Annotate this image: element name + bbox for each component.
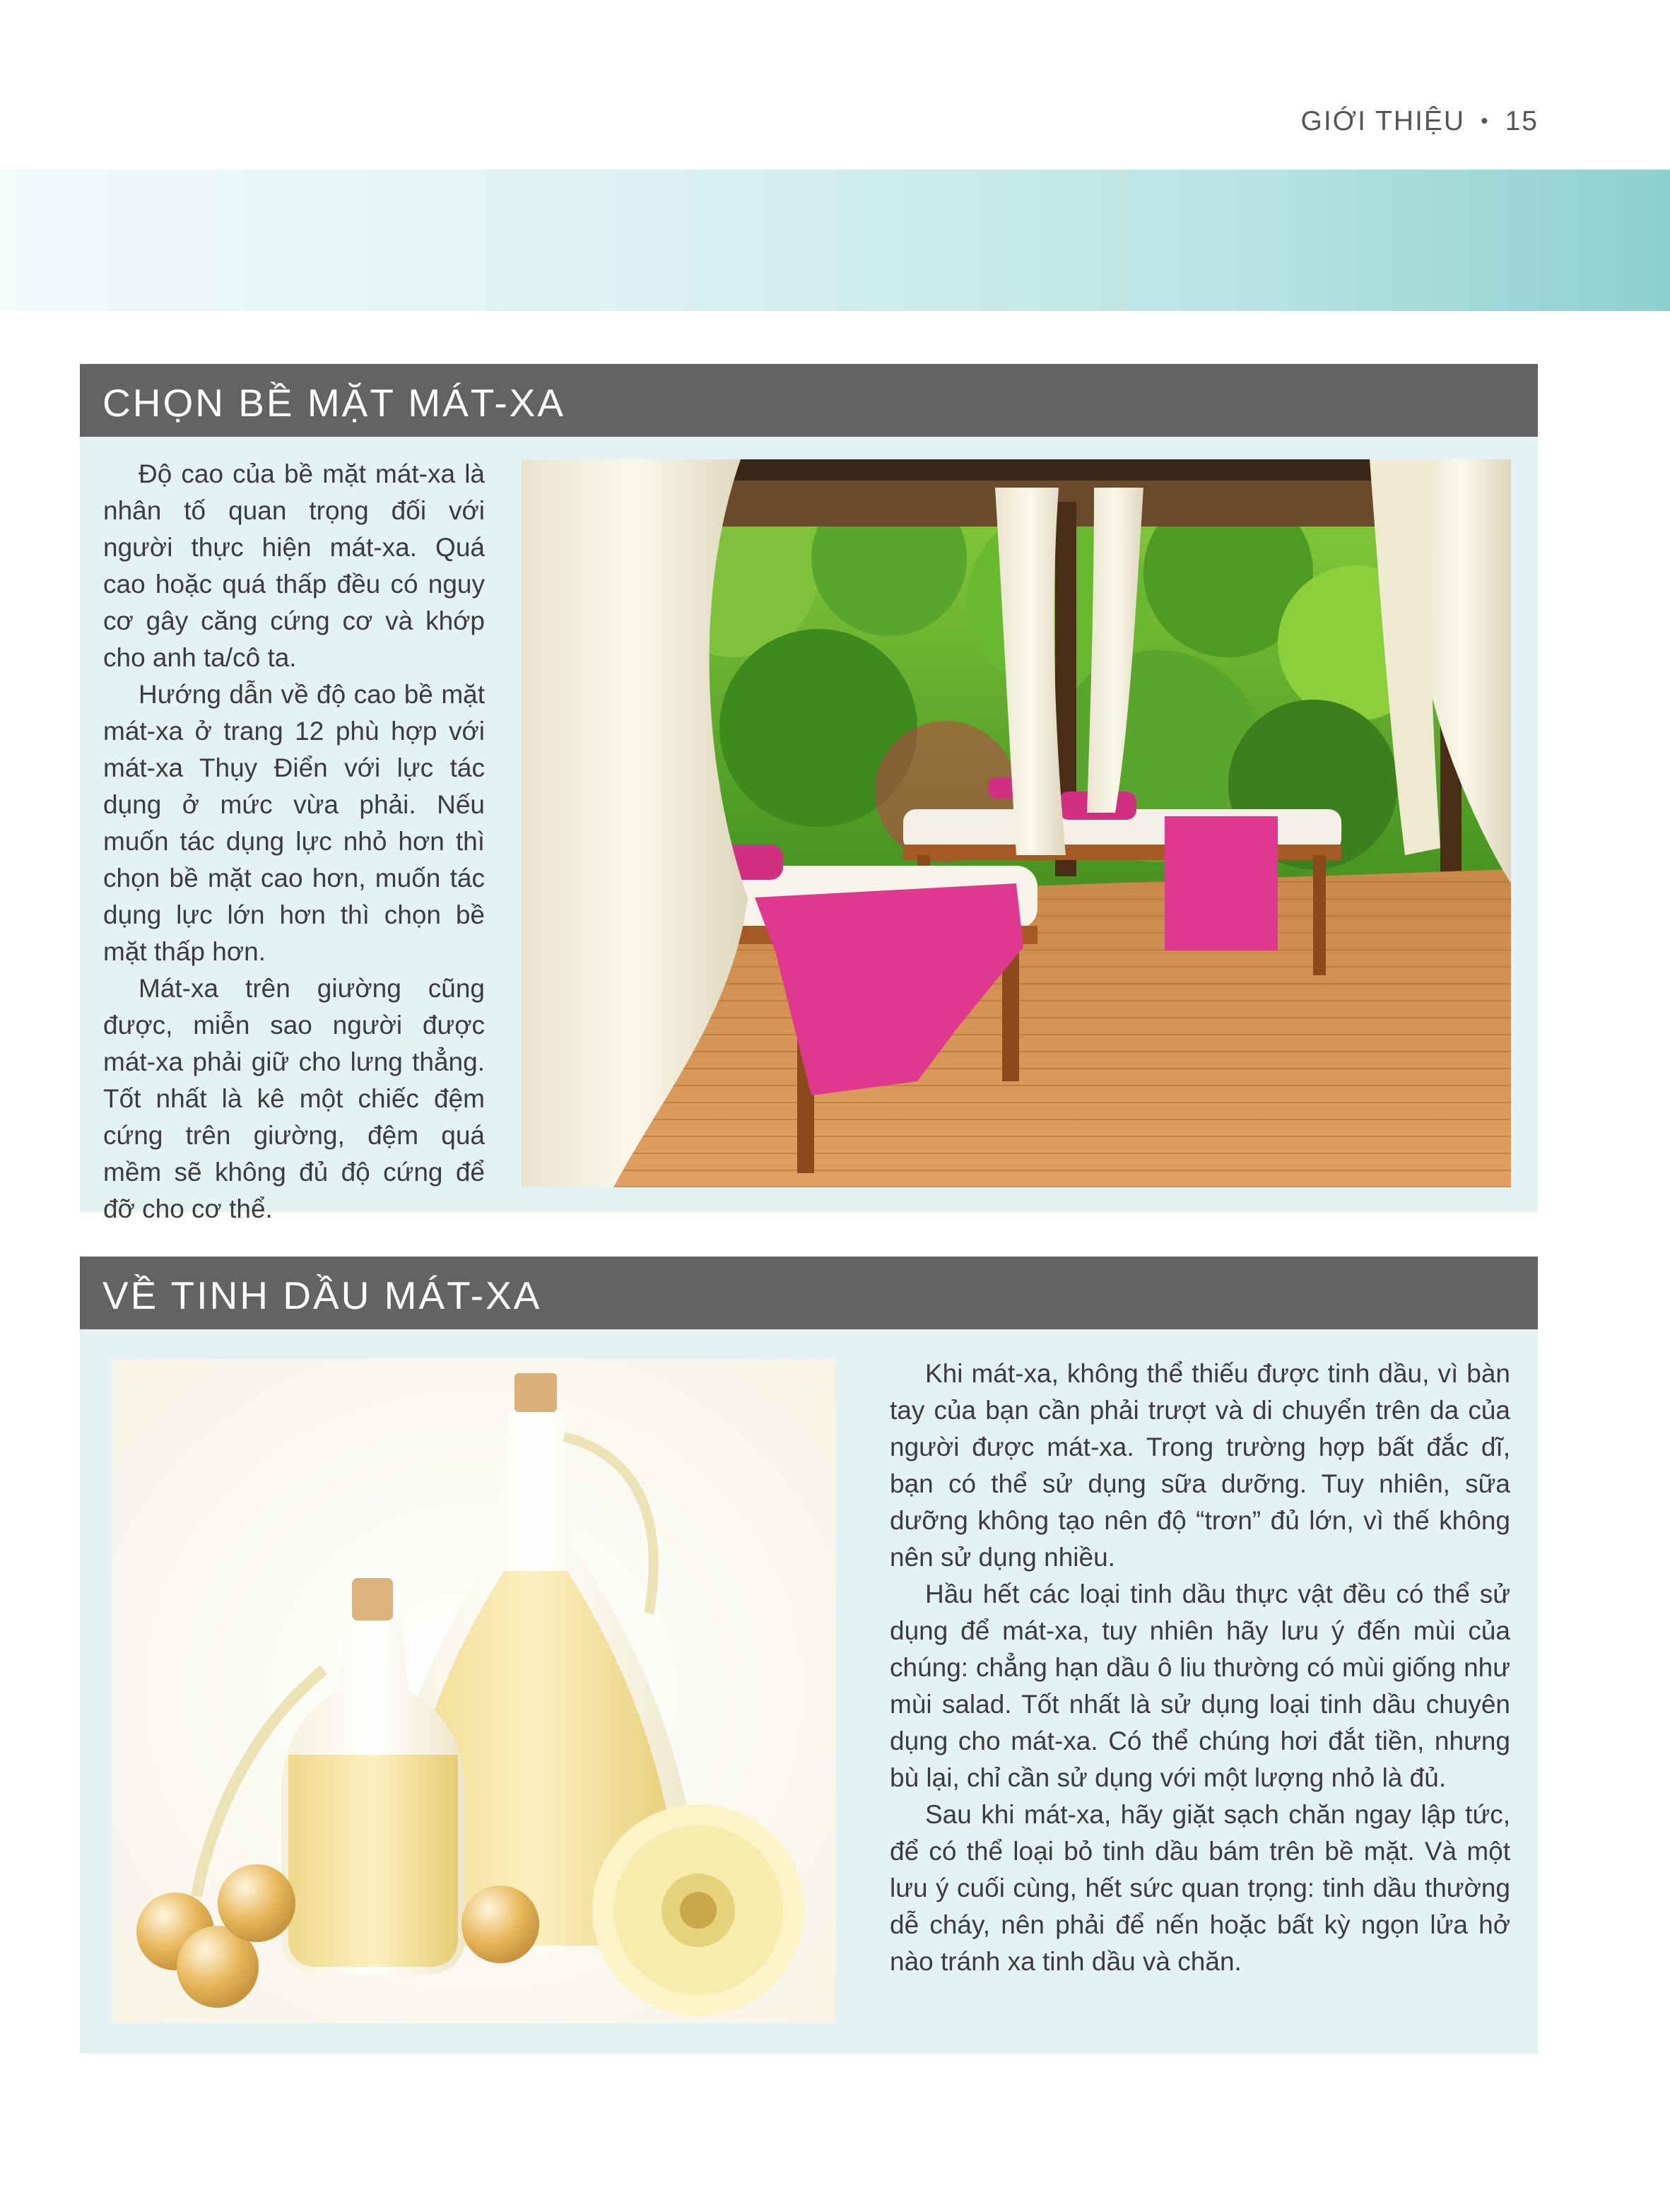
section-massage-surface — [80, 364, 1538, 1223]
section-massage-oil — [80, 1257, 1538, 2054]
spa-pavilion-photo — [522, 459, 1511, 1187]
paragraph: Mát-xa trên giường cũng được, miễn sao người được mát-xa phải giữ cho lưng thẳng. Tốt nhất là kê một chiếc đệm cứng trên giường, đệm quá mềm sẽ không đủ độ cứng để đỡ cho cơ thể. — [103, 974, 485, 1223]
paragraph: Hầu hết các loại tinh dầu thực vật đều có thể sử dụng để mát-xa, tuy nhiên hãy lưu ý đến mùi của chúng: chẳng hạn dầu ô liu thường có mùi giống như mùi salad. Tốt nhất là sử dụng loại tinh dầu chuyên dụng cho mát-xa. Có thể chúng hơi đắt tiền, nhưng bù lại, chỉ cần sử dụng với một lượng nhỏ là đủ. — [890, 1579, 1510, 1792]
chapter-name: GIỚI THIỆU — [1300, 106, 1466, 136]
section-title: CHỌN BỀ MẶT MÁT-XA — [80, 364, 1538, 437]
separator-dot: • — [1481, 110, 1490, 133]
running-head — [1301, 106, 1539, 137]
paragraph: Hướng dẫn về độ cao bề mặt mát-xa ở trang 12 phù hợp với mát-xa Thụy Điển với lực tác dụng ở mức vừa phải. Nếu muốn tác dụng lực nhỏ hơn thì chọn bề mặt cao hơn, muốn tác dụng lực lớn hơn thì chọn bề mặt thấp hơn. — [103, 680, 485, 966]
section-body — [103, 456, 485, 1228]
paragraph: Sau khi mát-xa, hãy giặt sạch chăn ngay lập tức, để có thể loại bỏ tinh dầu bám trên bề mặt. Và một lưu ý cuối cùng, hết sức quan trọng: tinh dầu thường dễ cháy, nên phải để nến hoặc bất kỳ ngọn lửa hở nào tránh xa tinh dầu và chăn. — [890, 1800, 1510, 1976]
paragraph: Độ cao của bề mặt mát-xa là nhân tố quan trọng đối với người thực hiện mát-xa. Quá cao hoặc quá thấp đều có nguy cơ gây căng cứng cơ và khớp cho anh ta/cô ta. — [103, 459, 485, 672]
section-title: VỀ TINH DẦU MÁT-XA — [80, 1257, 1538, 1329]
decorative-band — [0, 170, 1670, 311]
section-body — [890, 1355, 1510, 1980]
page-number: 15 — [1505, 106, 1539, 136]
essential-oil-photo — [112, 1359, 836, 2023]
paragraph: Khi mát-xa, không thể thiếu được tinh dầu, vì bàn tay của bạn cần phải trượt và di chuyển trên da của người được mát-xa. Trong trường hợp bất đắc dĩ, bạn có thể sử dụng sữa dưỡng. Tuy nhiên, sữa dưỡng không tạo nên độ “trơn” đủ lớn, vì thế không nên sử dụng nhiều. — [890, 1359, 1510, 1572]
